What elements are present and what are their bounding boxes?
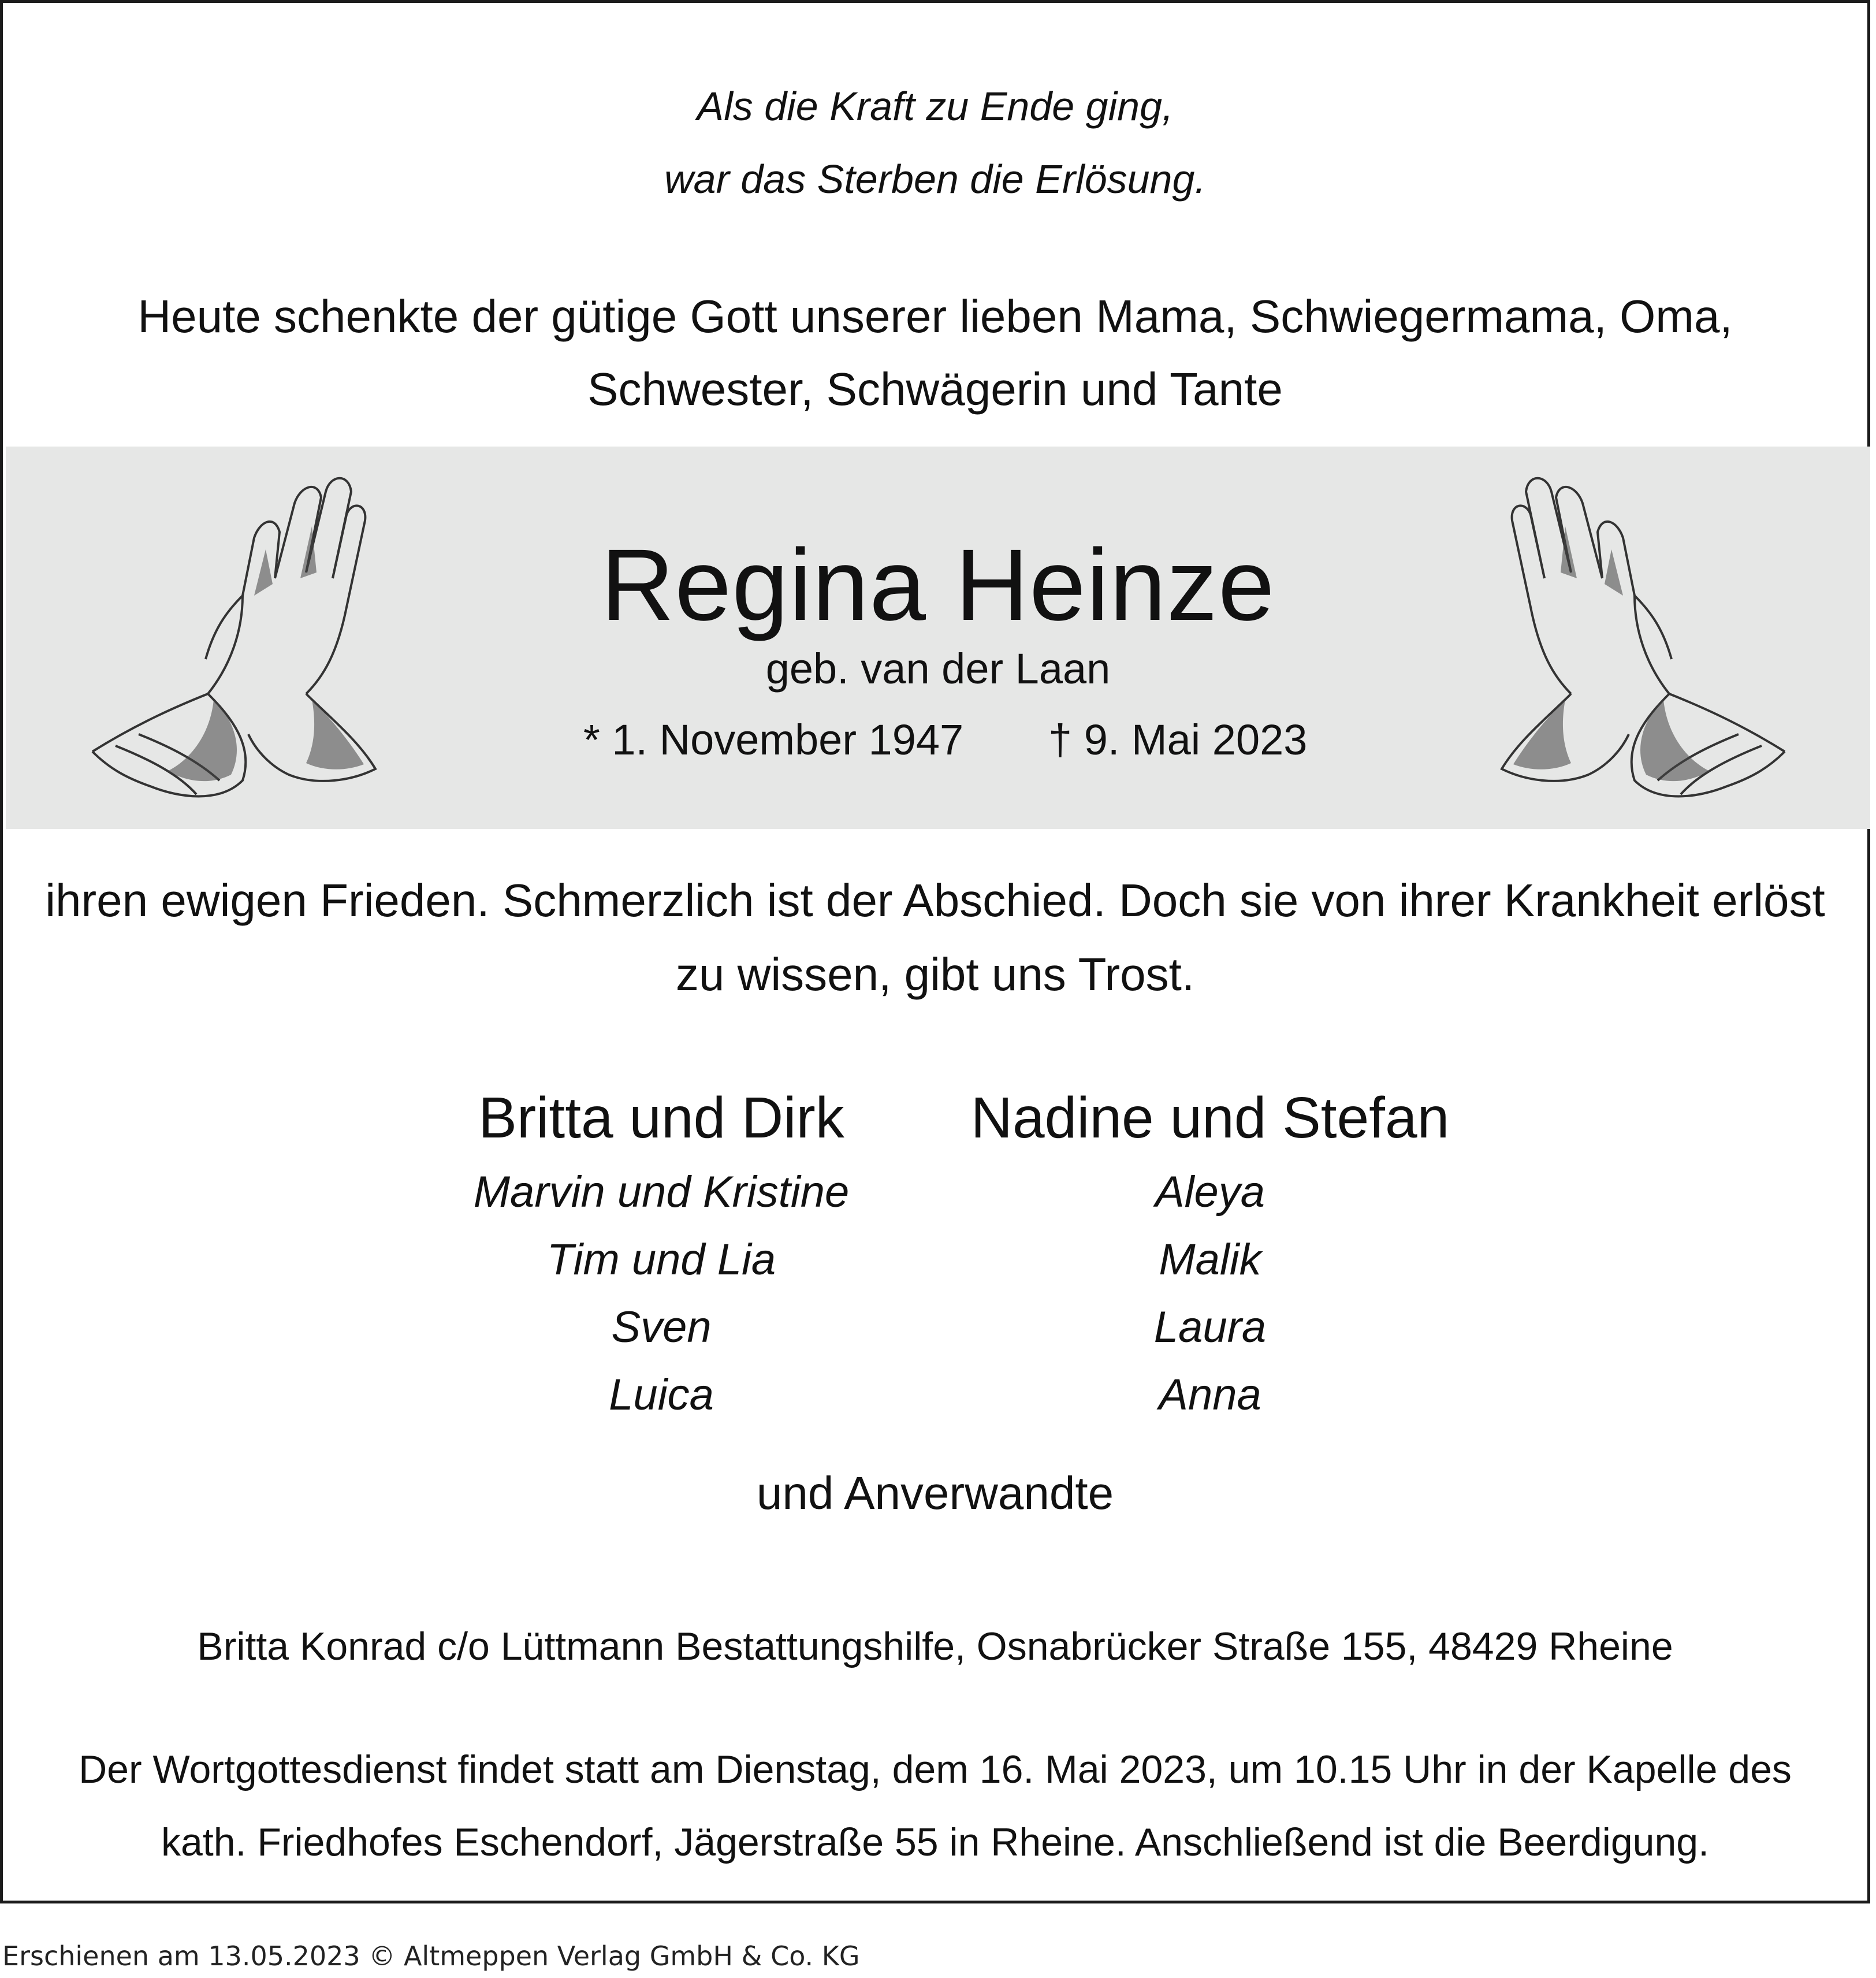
intro-text <box>3 280 1867 426</box>
death-date: † 9. Mai 2023 <box>1048 716 1308 764</box>
family-member: Sven <box>611 1303 712 1352</box>
family-group-right <box>939 1077 1482 1429</box>
body-line-2: zu wissen, gibt uns Trost. <box>675 949 1195 1000</box>
intro-line-1: Heute schenkte der gütige Gott unserer lieben Mama, Schwiegermama, Oma, <box>137 291 1733 342</box>
family-member: Anna <box>1159 1370 1261 1419</box>
family-member: Luica <box>609 1370 714 1419</box>
praying-hands-icon <box>1484 457 1808 815</box>
publication-footer: Erschienen am 13.05.2023 © Altmeppen Verlag GmbH & Co. KG <box>2 1940 860 1972</box>
motto-line-1: Als die Kraft zu Ende ging, <box>697 84 1174 129</box>
family-member: Tim und Lia <box>546 1235 776 1284</box>
motto-line-2: war das Sterben die Erlösung. <box>664 157 1206 202</box>
family-member: Aleya <box>1155 1168 1265 1217</box>
maiden-name: geb. van der Laan <box>765 645 1111 693</box>
family-head-right: Nadine und Stefan <box>970 1085 1450 1150</box>
family-member: Laura <box>1153 1303 1267 1352</box>
service-line-1: Der Wortgottesdienst findet statt am Dienstag, dem 16. Mai 2023, um 10.15 Uhr in der Kapelle des <box>79 1748 1792 1791</box>
body-line-1: ihren ewigen Frieden. Schmerzlich ist der Abschied. Doch sie von ihrer Krankheit erlöst <box>45 875 1825 926</box>
service-line-2: kath. Friedhofes Eschendorf, Jägerstraße 55 in Rheine. Anschließend ist die Beerdigung. <box>161 1820 1709 1864</box>
name-band <box>6 447 1870 829</box>
relatives-line: und Anverwandte <box>756 1467 1114 1519</box>
motto <box>3 70 1867 215</box>
family-member: Malik <box>1159 1235 1261 1284</box>
family-member: Marvin und Kristine <box>473 1168 850 1217</box>
intro-line-2: Schwester, Schwägerin und Tante <box>587 363 1283 415</box>
family-head-left: Britta und Dirk <box>478 1085 844 1150</box>
birth-date: * 1. November 1947 <box>583 716 964 764</box>
contact-address: Britta Konrad c/o Lüttmann Bestattungshilfe, Osnabrücker Straße 155, 48429 Rheine <box>197 1624 1673 1668</box>
body-text <box>3 864 1867 1012</box>
family-group-left <box>430 1077 892 1429</box>
deceased-name: Regina Heinze <box>601 529 1275 642</box>
service-info <box>3 1733 1867 1879</box>
